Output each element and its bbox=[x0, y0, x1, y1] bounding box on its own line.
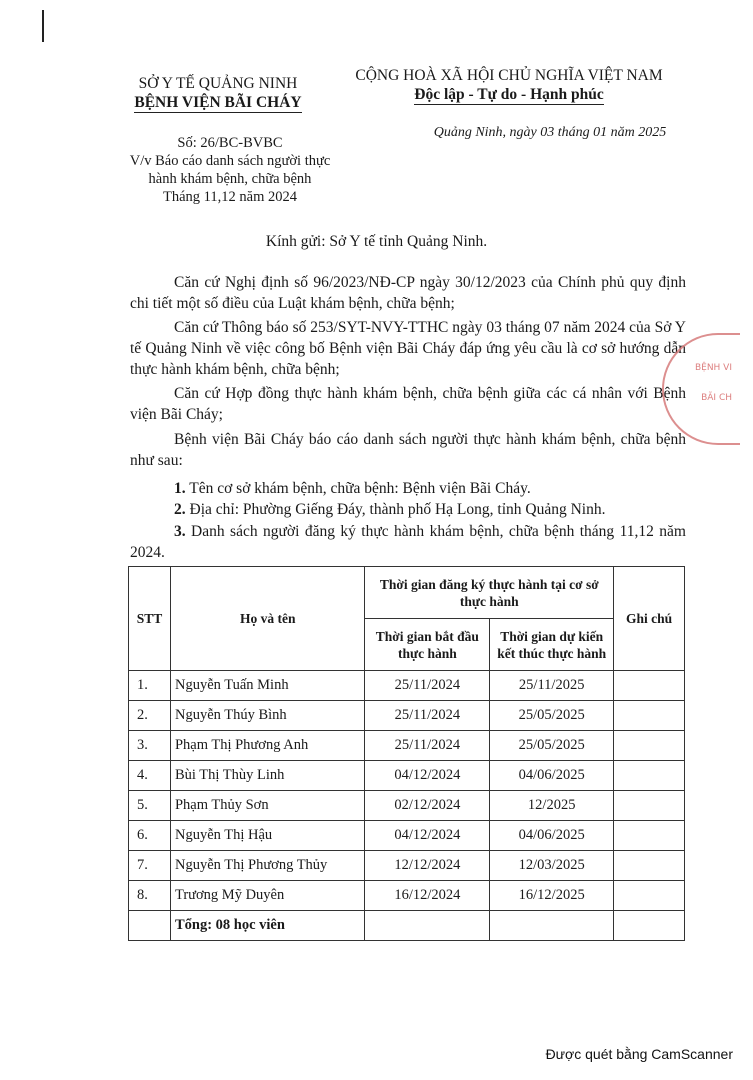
row-note bbox=[614, 731, 685, 761]
row-start: 12/12/2024 bbox=[365, 851, 490, 881]
header-name: Họ và tên bbox=[170, 567, 365, 671]
total-label: Tổng: 08 học viên bbox=[170, 911, 365, 941]
table-row bbox=[129, 731, 685, 761]
place-date: Quảng Ninh, ngày 03 tháng 01 năm 2025 bbox=[433, 125, 667, 140]
header-start: Thời gian bắt đầu thực hành bbox=[365, 619, 490, 671]
document-meta bbox=[102, 134, 358, 206]
header-stt: STT bbox=[129, 567, 171, 671]
list-item-2-number: 2. bbox=[174, 501, 186, 518]
row-name: Trương Mỹ Duyên bbox=[170, 881, 365, 911]
country-name: CỘNG HOÀ XÃ HỘI CHỦ NGHĨA VIỆT NAM bbox=[355, 67, 663, 84]
row-note bbox=[614, 701, 685, 731]
table-row bbox=[129, 761, 685, 791]
row-note bbox=[614, 761, 685, 791]
row-stt: 8. bbox=[129, 881, 171, 911]
row-name: Nguyễn Thị Hậu bbox=[170, 821, 365, 851]
row-stt: 7. bbox=[129, 851, 171, 881]
table-row bbox=[129, 851, 685, 881]
list-item-1-text: Tên cơ sở khám bệnh, chữa bệnh: Bệnh viện Bãi Cháy. bbox=[189, 480, 531, 497]
subject-line-1: V/v Báo cáo danh sách người thực bbox=[129, 153, 331, 169]
national-header bbox=[350, 66, 668, 105]
stamp-line-2: BÃI CH bbox=[701, 393, 732, 403]
header-end: Thời gian dự kiến kết thúc thực hành bbox=[490, 619, 614, 671]
table-row bbox=[129, 791, 685, 821]
table-row bbox=[129, 671, 685, 701]
row-stt: 3. bbox=[129, 731, 171, 761]
recipient: Kính gửi: Sở Y tế tỉnh Quảng Ninh. bbox=[265, 233, 488, 250]
trainee-table bbox=[128, 566, 685, 941]
subject-line-3: Tháng 11,12 năm 2024 bbox=[163, 189, 297, 205]
row-name: Nguyễn Thị Phương Thủy bbox=[170, 851, 365, 881]
row-end: 12/03/2025 bbox=[490, 851, 614, 881]
list-item-3-number: 3. bbox=[174, 523, 186, 540]
row-end: 04/06/2025 bbox=[490, 821, 614, 851]
row-note bbox=[614, 821, 685, 851]
list-item-3 bbox=[130, 521, 686, 563]
row-stt: 6. bbox=[129, 821, 171, 851]
row-note bbox=[614, 851, 685, 881]
subject-line-2: hành khám bệnh, chữa bệnh bbox=[148, 171, 312, 187]
document-number: Số: 26/BC-BVBC bbox=[177, 135, 283, 151]
row-name: Phạm Thị Phương Anh bbox=[170, 731, 365, 761]
total-stt bbox=[129, 911, 171, 941]
list-item-1-number: 1. bbox=[174, 480, 186, 497]
row-name: Phạm Thủy Sơn bbox=[170, 791, 365, 821]
row-start: 04/12/2024 bbox=[365, 761, 490, 791]
row-start: 02/12/2024 bbox=[365, 791, 490, 821]
row-stt: 2. bbox=[129, 701, 171, 731]
row-end: 25/05/2025 bbox=[490, 701, 614, 731]
header-note: Ghi chú bbox=[614, 567, 685, 671]
list-item-2 bbox=[130, 499, 686, 520]
total-note bbox=[614, 911, 685, 941]
row-end: 25/05/2025 bbox=[490, 731, 614, 761]
total-row bbox=[129, 911, 685, 941]
scan-mark bbox=[42, 10, 44, 42]
stamp-line-1: BỆNH VI bbox=[694, 363, 732, 373]
table-row bbox=[129, 881, 685, 911]
row-stt: 4. bbox=[129, 761, 171, 791]
row-stt: 5. bbox=[129, 791, 171, 821]
row-name: Nguyễn Tuấn Minh bbox=[170, 671, 365, 701]
list-item-1 bbox=[130, 478, 686, 499]
row-stt: 1. bbox=[129, 671, 171, 701]
motto: Độc lập - Tự do - Hạnh phúc bbox=[414, 86, 604, 103]
issuer-block bbox=[128, 74, 308, 113]
row-end: 25/11/2025 bbox=[490, 671, 614, 701]
list-item-3-text: Danh sách người đăng ký thực hành khám bệnh, chữa bệnh tháng 11,12 năm 2024. bbox=[130, 523, 686, 561]
row-start: 25/11/2024 bbox=[365, 701, 490, 731]
row-end: 12/2025 bbox=[490, 791, 614, 821]
row-start: 25/11/2024 bbox=[365, 731, 490, 761]
row-end: 16/12/2025 bbox=[490, 881, 614, 911]
table-row bbox=[129, 821, 685, 851]
issuer-name: BỆNH VIỆN BÃI CHÁY bbox=[134, 94, 302, 111]
table-row bbox=[129, 701, 685, 731]
issuer-parent: SỞ Y TẾ QUẢNG NINH bbox=[138, 75, 298, 92]
row-start: 16/12/2024 bbox=[365, 881, 490, 911]
total-start bbox=[365, 911, 490, 941]
row-start: 25/11/2024 bbox=[365, 671, 490, 701]
row-name: Bùi Thị Thùy Linh bbox=[170, 761, 365, 791]
row-note bbox=[614, 671, 685, 701]
row-name: Nguyễn Thúy Bình bbox=[170, 701, 365, 731]
paragraph-2: Căn cứ Thông báo số 253/SYT-NVY-TTHC ngày 03 tháng 07 năm 2024 của Sở Y tế Quảng Ninh về việc công bố Bệnh viện Bãi Cháy đáp ứng yêu cầu là cơ sở hướng dẫn thực hành khám bệnh, chữa bệnh; bbox=[130, 319, 686, 378]
row-note bbox=[614, 791, 685, 821]
total-end bbox=[490, 911, 614, 941]
row-end: 04/06/2025 bbox=[490, 761, 614, 791]
row-note bbox=[614, 881, 685, 911]
header-period: Thời gian đăng ký thực hành tại cơ sở thực hành bbox=[365, 567, 614, 619]
paragraph-3: Căn cứ Hợp đồng thực hành khám bệnh, chữa bệnh giữa các cá nhân với Bệnh viện Bãi Cháy; bbox=[130, 385, 686, 423]
list-item-2-text: Địa chỉ: Phường Giếng Đáy, thành phố Hạ Long, tỉnh Quảng Ninh. bbox=[189, 501, 606, 518]
row-start: 04/12/2024 bbox=[365, 821, 490, 851]
scanner-watermark: Được quét bằng CamScanner bbox=[545, 1046, 733, 1062]
paragraph-1: Căn cứ Nghị định số 96/2023/NĐ-CP ngày 30/12/2023 của Chính phủ quy định chi tiết một số điều của Luật khám bệnh, chữa bệnh; bbox=[130, 274, 686, 312]
paragraph-4: Bệnh viện Bãi Cháy báo cáo danh sách người thực hành khám bệnh, chữa bệnh như sau: bbox=[130, 431, 686, 469]
